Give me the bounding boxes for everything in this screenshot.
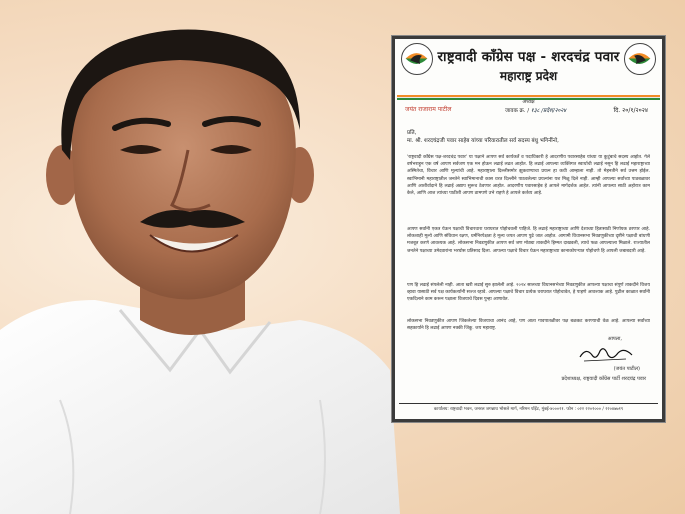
- reference-label: जावक क्र. /: [505, 108, 530, 114]
- paragraph-1: 'राष्ट्रवादी काँग्रेस पक्ष-शरदचंद्र पवार' या पक्षाने आपण सर्व कार्यकर्ते व पदाधिकारी हे आदरणीय पवारसाहेब यांच्या या कुटुंबाचे सदस्य आहोत. गेले वर्षभराहून एक वर्ष आपण सर्वजण एक मन होऊन लढाई लढत आहोत. हि लढाई आपल्या व्यक्तिगत स्वार्थाची लढाई नसून हि लढाई महाराष्ट्राच्या अस्मितेचा, विचार आणि मूल्यांची आहे. महाराष्ट्राला दिल्लीसमोर झुकवण्याचा प्रयत्न हा कधी आम्हाला नाही. तो मेहनतीने सर्व उत्तम होईल. स्वाभिमानी महाराष्ट्रातील जनतेने स्वाभिमानाची कास धरत दिल्लीने पाठवलेल्या प्रयत्नांना यश मिळू दिले नाही. आम्ही आपल्या सर्वांच्या पाठबळावर आणि आशीर्वादाने हि लढाई अद्याप सुरूच ठेवणार आहोत. आदरणीय पवारसाहेब हे आपले मार्गदर्शक आहेत. त्यांनी आपल्या साठी अहोरात्र काम केले, आणि आज त्यांच्या पाठीशी आपण ठामपणे उभे राहणे हे आपले कर्तव्य आहे.: [407, 155, 650, 197]
- salutation-line-1: प्रति,: [407, 130, 417, 136]
- signatory-designation: प्रदेशाध्यक्ष, राष्ट्रवादी काँग्रेस पार्टी शरदचंद्र पवार: [561, 376, 646, 382]
- salutation: [407, 129, 559, 145]
- footer-divider: [399, 403, 658, 404]
- reference-handwritten: १३८ /प्रदेश/२०२४: [530, 108, 567, 114]
- paragraph-3: पण हि लढाई संपलेली नाही. आता खरी लढाई सुरु झालेली आहे. २०२४ सालच्या विधानसभेच्या निवडणुकीत आपल्या पक्षाचा संपूर्ण ताकदीने विजय व्हावा यासाठी सर्व पक्ष कार्यकर्त्यांनी सज्ज रहावे. आपल्या पक्षाचे विचार प्रत्येक घराघरात पोहोचावेत, हे पाहणे आवश्यक आहे. पुढील काळात सर्वांनी एकदिलाने काम करून पक्षाला विजयाचे दिवस पुन्हा आणावेत.: [407, 283, 650, 303]
- reference-number: [505, 106, 566, 114]
- letterhead-title: राष्ट्रवादी काँग्रेस पक्ष - शरदचंद्र पवार: [437, 49, 620, 65]
- letter-document: [392, 36, 665, 422]
- salutation-line-2: मा. श्री. शरदचंद्रजी पवार साहेब यांच्या परिवारातील सर्व सदस्य बंधु भगिनींनो,: [407, 138, 559, 144]
- footer-address: कार्यालय: राष्ट्रवादी भवन, जनरल जगन्नाथ भोसले मार्ग, नरिमन पॉईंट, मुंबई-४०००२१. फोन : ०२२ २२०२००० / २२०४७७१९: [433, 407, 624, 412]
- signature-name: (जयंत पाटील): [613, 366, 640, 372]
- letterhead-subtitle: महाराष्ट्र प्रदेश: [499, 69, 558, 83]
- paragraph-4: लोकसभा निवडणुकीत आपण जिंकलेल्या विजयाचा आनंद आहे, पण आता गावपातळीवर पक्ष बळकट करण्याची वेळ आहे. आपल्या सर्वांच्या सहकार्याने हि लढाई आपण नक्की जिंकू. जय महाराष्ट्र.: [407, 319, 650, 332]
- sender-name: जयंत राजाराम पाटील: [405, 106, 452, 113]
- president-label: अध्यक्ष: [522, 99, 535, 105]
- paragraph-2: आपण सर्वांनी एकत्र येऊन पक्षाची विचारधारा घराघरात पोहोचवली पाहिजे. हि लढाई महाराष्ट्राच्या आणि देशाच्या हितासाठी निर्णायक ठरणार आहे. लोकशाही मूल्ये आणि संविधान रक्षण, धर्मनिरपेक्षता हे मूल्य जपत आपण पुढे जात आहोत. आगामी विधानसभा निवडणुकीच्या दृष्टीने पक्षाची बांधणी मजबूत करणे आवश्यक आहे. लोकसभा निवडणुकीत आपण सर्व जण मोठ्या ताकदीने हिम्मत दाखवली, त्याचे फळ आपल्याला मिळाले. राज्यातील जनतेने पक्षाच्या उमेदवारांना भरघोस प्रतिसाद दिला. आपल्या पक्षाचे विचार घेऊन महाराष्ट्राच्या कानाकोपऱ्यात पोहोचणे हि आपली जबाबदारी आहे.: [407, 227, 650, 254]
- closing: आपला,: [607, 336, 622, 342]
- letter-date: दि. २०/१/२०२४: [613, 107, 648, 114]
- signature-image: [576, 343, 636, 365]
